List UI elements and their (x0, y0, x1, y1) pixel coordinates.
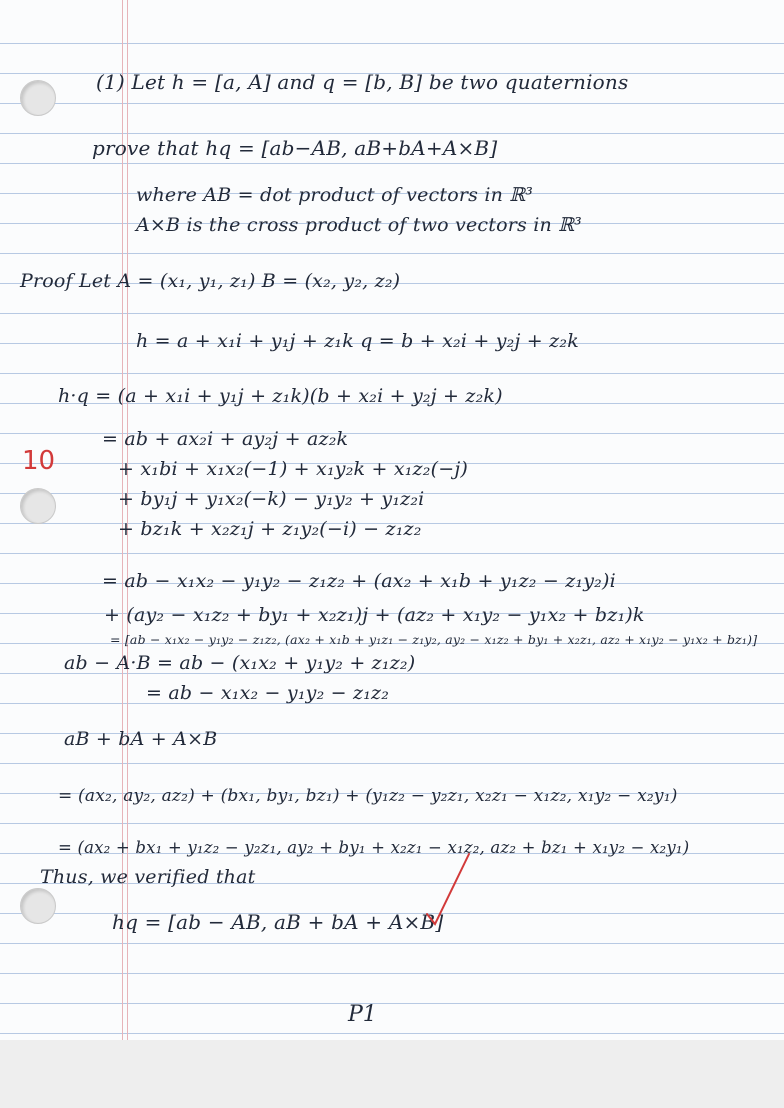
quaternion-expansions: h = a + x₁i + y₁j + z₁k q = b + x₂i + y₂j + z₂k (136, 330, 579, 352)
collected-terms-1: = ab − x₁x₂ − y₁y₂ − z₁z₂ + (ax₂ + x₁b + y₁z₂ − z₁y₂)i (102, 570, 616, 592)
vector-part-heading: aB + bA + A×B (64, 728, 218, 750)
grade-mark: 10 (22, 446, 56, 476)
vector-part-result: = (ax₂ + bx₁ + y₁z₂ − y₂z₁, ay₂ + by₁ + x₂z₁ − x₁z₂, az₂ + bz₁ + x₁y₂ − x₂y₁) (58, 838, 690, 857)
expansion-line-3: + by₁j + y₁x₂(−k) − y₁y₂ + y₁z₂i (118, 488, 425, 510)
punch-hole-top (20, 80, 56, 116)
expansion-line-1: = ab + ax₂i + ay₂j + az₂k (102, 428, 349, 450)
collected-terms-2: + (ay₂ − x₁z₂ + by₁ + x₂z₁)j + (az₂ + x₁y₂ − y₁x₂ + bz₁)k (104, 604, 645, 626)
expansion-line-4: + bz₁k + x₂z₁j + z₁y₂(−i) − z₁z₂ (118, 518, 422, 540)
quaternion-form: = [ab − x₁x₂ − y₁y₂ − z₁z₂, (ax₂ + x₁b + y₁z₁ − z₁y₂, ay₂ − x₁z₂ + by₁ + x₂z₁, az₂ + x₁y₂ − y₁x₂ + bz₁)] (110, 632, 758, 647)
proof-setup: Proof Let A = (x₁, y₁, z₁) B = (x₂, y₂, z₂) (20, 270, 401, 292)
check-mark (425, 850, 473, 930)
final-result: hq = [ab − AB, aB + bA + A×B] (112, 910, 444, 934)
prove-line: prove that hq = [ab−AB, aB+bA+A×B] (92, 136, 498, 160)
punch-hole-middle (20, 488, 56, 524)
punch-hole-bottom (20, 888, 56, 924)
scalar-part-result: = ab − x₁x₂ − y₁y₂ − z₁z₂ (146, 682, 390, 704)
product-expression: h·q = (a + x₁i + y₁j + z₁k)(b + x₂i + y₂j + z₂k) (58, 385, 503, 407)
dot-product-definition: where AB = dot product of vectors in ℝ³ (136, 184, 534, 206)
cross-product-definition: A×B is the cross product of two vectors in ℝ³ (136, 214, 582, 236)
conclusion-text: Thus, we verified that (40, 866, 256, 888)
page-number: P1 (348, 1002, 377, 1027)
vector-part-sum: = (ax₂, ay₂, az₂) + (bx₁, by₁, bz₁) + (y₁z₂ − y₂z₁, x₂z₁ − x₁z₂, x₁y₂ − x₂y₁) (58, 786, 678, 806)
expansion-line-2: + x₁bi + x₁x₂(−1) + x₁y₂k + x₁z₂(−j) (118, 458, 469, 480)
problem-statement: (1) Let h = [a, A] and q = [b, B] be two quaternions (96, 70, 629, 94)
scan-bottom-band (0, 1040, 784, 1108)
scalar-part-check: ab − A·B = ab − (x₁x₂ + y₁y₂ + z₁z₂) (64, 652, 416, 674)
